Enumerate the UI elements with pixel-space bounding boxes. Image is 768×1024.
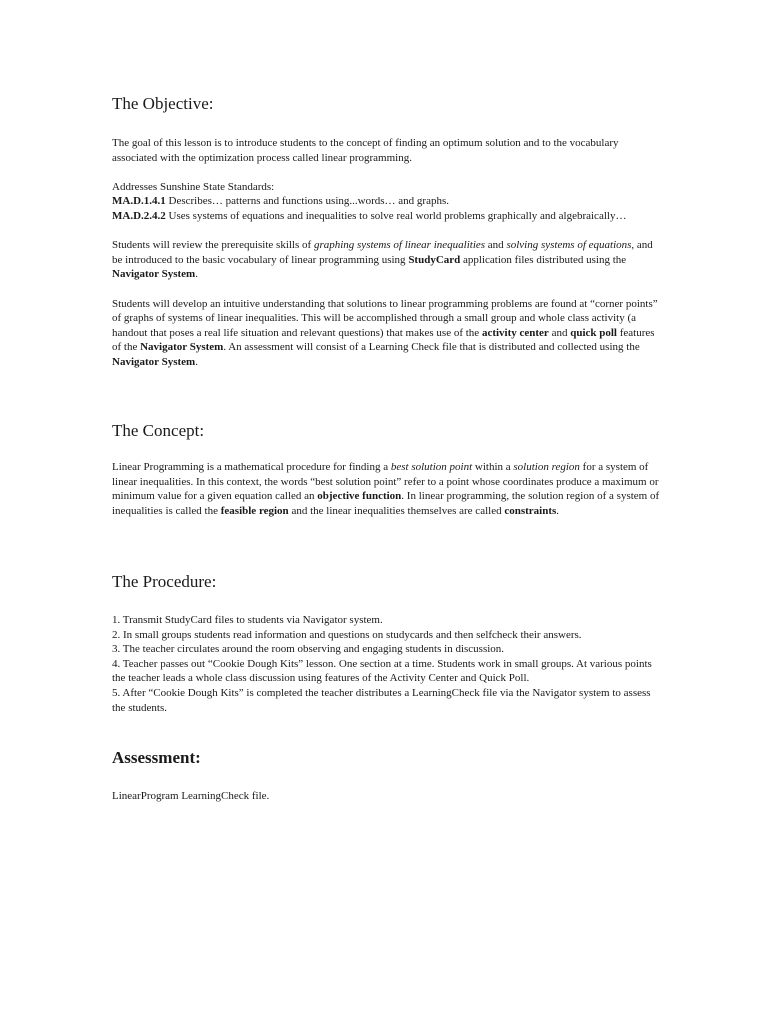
concept-text: for a system of linear inequalities. In this context, the words “best solution point” refer to a point whose coordinates produce a maximum or minimum value for a given equation called an (112, 461, 659, 503)
review-bold: Navigator System (112, 268, 196, 281)
develop-text: Students will develop an intuitive understanding that solutions to linear programming problems are found at “corner points” of graphs of systems of linear inequalities. This will be accomplished through a small group and whole class activity (a handout that poses a real life situation and relevant questions) that makes use of the (112, 297, 658, 339)
standard-2-text: Uses systems of equations and inequalities to solve real world problems graphically and algebraically… (165, 209, 627, 222)
procedure-step: 2. In small groups students read information and questions on studycards and then selfcheck their answers. (112, 628, 582, 641)
procedure-step: 4. Teacher passes out “Cookie Dough Kits” lesson. One section at a time. Students work in small groups. At various points the teacher leads a whole class discussion using features of the Activity Center and Quick Poll. (112, 657, 652, 685)
standard-1-text: Describes… patterns and functions using...words… and graphs. (165, 195, 449, 208)
review-text: , and be introduced to the basic vocabulary of linear programming using (112, 239, 653, 266)
assessment-section (112, 789, 660, 804)
develop-text: and (548, 326, 571, 339)
objective-section (112, 136, 660, 370)
concept-bold: objective function (317, 490, 402, 503)
concept-italic: solution region (513, 461, 580, 473)
review-text: Students will review the prerequisite skills of (112, 239, 314, 252)
concept-text: within a (472, 461, 514, 473)
concept-text: Linear Programming is a mathematical procedure for finding a (112, 461, 391, 473)
review-italic: solving systems of equations (506, 239, 632, 252)
standard-2 (112, 209, 660, 224)
concept-bold: constraints (504, 504, 557, 517)
review-paragraph (112, 238, 660, 282)
standard-2-code: MA.D.2.4.2 (112, 209, 166, 222)
assessment-text: LinearProgram LearningCheck file. (112, 790, 270, 802)
review-text: and (485, 239, 507, 252)
procedure-list (112, 613, 660, 715)
review-italic: graphing systems of linear inequalities (313, 239, 486, 252)
standard-1 (112, 194, 660, 209)
concept-text: . In linear programming, the solution region of a system of inequalities is called the (112, 490, 660, 517)
assessment-heading: Assessment: (112, 748, 201, 767)
procedure-step: 3. The teacher circulates around the room observing and engaging students in discussion. (112, 643, 505, 656)
procedure-step: 1. Transmit StudyCard files to students via Navigator system. (112, 614, 383, 626)
review-bold: StudyCard (408, 253, 461, 266)
review-text: application files distributed using the (460, 253, 627, 266)
concept-italic: best solution point (390, 461, 473, 473)
procedure-heading: The Procedure: (112, 572, 217, 591)
standard-1-code: MA.D.1.4.1 (112, 195, 166, 208)
develop-text: . (195, 355, 198, 368)
objective-intro: The goal of this lesson is to introduce students to the concept of finding an optimum solution and to the vocabulary associated with the optimization process called linear programming. (112, 137, 619, 164)
concept-section (112, 460, 660, 518)
concept-text: . (556, 504, 560, 517)
concept-bold: feasible region (220, 504, 289, 517)
standards-label: Addresses Sunshine State Standards: (112, 180, 275, 193)
review-text: . (195, 268, 198, 281)
develop-bold: activity center (481, 326, 549, 339)
objective-heading: The Objective: (112, 94, 214, 113)
develop-bold: quick poll (570, 326, 617, 339)
procedure-step: 5. After “Cookie Dough Kits” is completed the teacher distributes a LearningCheck file via the Navigator system to assess the students. (112, 686, 651, 714)
develop-text: . An assessment will consist of a Learning Check file that is distributed and collected using the (223, 341, 640, 354)
develop-text: features of the (112, 326, 655, 354)
concept-heading: The Concept: (112, 421, 205, 440)
procedure-section (112, 613, 660, 715)
develop-paragraph (112, 297, 660, 370)
develop-bold: Navigator System (140, 341, 224, 354)
concept-text: and the linear inequalities themselves are called (288, 504, 505, 517)
develop-bold: Navigator System (112, 355, 196, 368)
concept-paragraph (112, 460, 660, 518)
